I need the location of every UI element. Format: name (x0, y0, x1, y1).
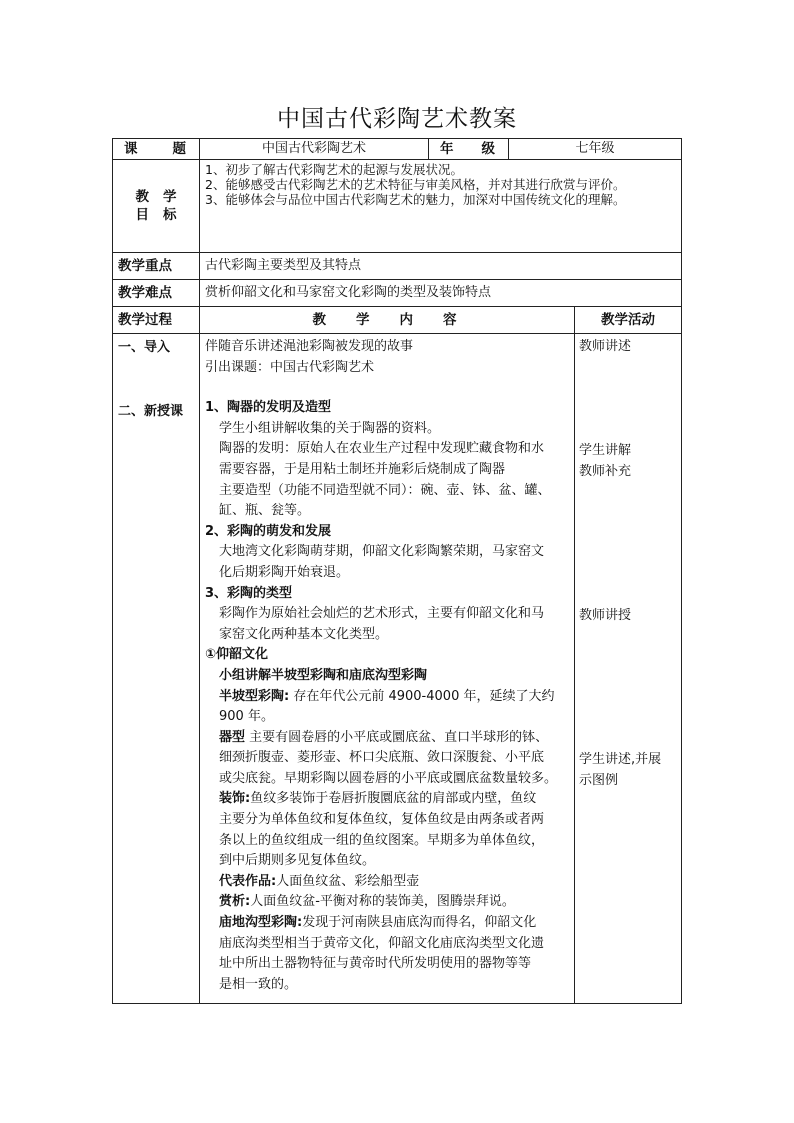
process-content-row (113, 334, 682, 1004)
intro-line: 伴随音乐讲述渑池彩陶被发现的故事 (205, 339, 414, 354)
grade-value: 七年级 (509, 139, 682, 160)
process-steps-cell (113, 334, 200, 1004)
activity-item: 学生讲述,并展 (579, 752, 662, 767)
activity-item: 教师补充 (579, 464, 632, 479)
activity-item: 教师讲述 (579, 339, 632, 354)
section-heading: 1、陶器的发明及造型 (205, 400, 332, 416)
section-heading: 3、彩陶的类型 (205, 585, 293, 601)
topic-label-cell (113, 139, 200, 160)
process-header-col2: 教学内容 (200, 307, 575, 334)
activity-item: 示图例 (579, 773, 619, 788)
activity-item: 教师讲授 (579, 608, 632, 623)
key-point-row (113, 253, 682, 280)
step-new-lesson: 二、新授课 (118, 404, 184, 419)
topic-label: 课 题 (124, 141, 186, 157)
goal-item: 3、能够体会与品位中国古代彩陶艺术的魅力，加深对中国传统文化的理解。 (205, 192, 626, 207)
lesson-plan-table (112, 138, 682, 1004)
activities-cell (575, 334, 682, 1004)
goals-row (113, 160, 682, 253)
goal-item: 2、能够感受古代彩陶艺术的艺术特征与审美风格，并对其进行欣赏与评价。 (205, 177, 626, 192)
goals-label-cell (113, 160, 200, 253)
key-point-value: 古代彩陶主要类型及其特点 (200, 253, 682, 280)
topic-value: 中国古代彩陶艺术 (200, 139, 429, 160)
process-header-col3: 教学活动 (575, 307, 682, 334)
process-content-cell: 伴随音乐讲述渑池彩陶被发现的故事 引出课题：中国古代彩陶艺术 1、陶器的发明及造型 学生小组讲解收集的关于陶器的资料。 陶器的发明：原始人在农业生产过程中发现贮藏食物和水 需要容器，于是用粘土制坯并施彩后烧制成了陶器 主要造型（功能不同造型就不同）：碗、壶、钵、盆、罐、 缸、瓶、瓮等。 2、彩陶的萌发和发展 大地湾文化彩陶萌芽期，仰韶文化彩陶繁荣期，马家窑文 化后期彩陶开始衰退。 3、彩陶的类型 彩陶作为原始社会灿烂的艺术形式，主要有仰韶文化和马 家窑文化两种基本文化类型。 ①仰韶文化 小组讲解半坡型彩陶和庙底沟型彩陶 半坡型彩陶: 存在年代公元前 4900-4000 年，延续了大约 900 年。 器型 主要有圆卷唇的小平底或圜底盆、直口半球形的钵、 细颈折腹壶、菱形壶、杯口尖底瓶、敛口深腹瓮、小平底 或尖底瓮。早期彩陶以圆卷唇的小平底或圜底盆数量较多。 装饰:鱼纹多装饰于卷唇折腹圜底盆的肩部或内壁，鱼纹 主要分为单体鱼纹和复体鱼纹，复体鱼纹是由两条或者两 条以上的鱼纹组成一组的鱼纹图案。早期多为单体鱼纹， 到中后期则多见复体鱼纹。 代表作品:人面鱼纹盆、彩绘船型壶 赏析:人面鱼纹盆-平衡对称的装饰美，图腾崇拜说。 庙地沟型彩陶:发现于河南陕县庙底沟而得名，仰韶文化 庙底沟类型相当于黄帝文化，仰韶文化庙底沟类型文化遗 址中所出土器物特征与黄帝时代所发明使用的器物等等 是相一致的。 (200, 334, 575, 1004)
activity-item: 学生讲解 (579, 443, 632, 458)
subsection-heading: ①仰韶文化 (205, 647, 269, 663)
goals-label: 教学 目标 (135, 189, 191, 223)
goals-content (200, 160, 682, 253)
step-intro: 一、导入 (118, 340, 171, 355)
grade-label: 年 级 (440, 141, 495, 157)
difficult-point-label: 教学难点 (113, 280, 200, 307)
key-point-label: 教学重点 (113, 253, 200, 280)
grade-label-cell (429, 139, 509, 160)
intro-line: 引出课题：中国古代彩陶艺术 (205, 359, 375, 375)
process-header-col1: 教学过程 (113, 307, 200, 334)
difficult-point-row (113, 280, 682, 307)
section-heading: 2、彩陶的萌发和发展 (205, 523, 332, 539)
header-row (113, 139, 682, 160)
difficult-point-value: 赏析仰韶文化和马家窑文化彩陶的类型及装饰特点 (200, 280, 682, 307)
goal-item: 1、初步了解古代彩陶艺术的起源与发展状况。 (205, 162, 463, 177)
page-title: 中国古代彩陶艺术教案 (277, 106, 517, 132)
process-header-row (113, 307, 682, 334)
